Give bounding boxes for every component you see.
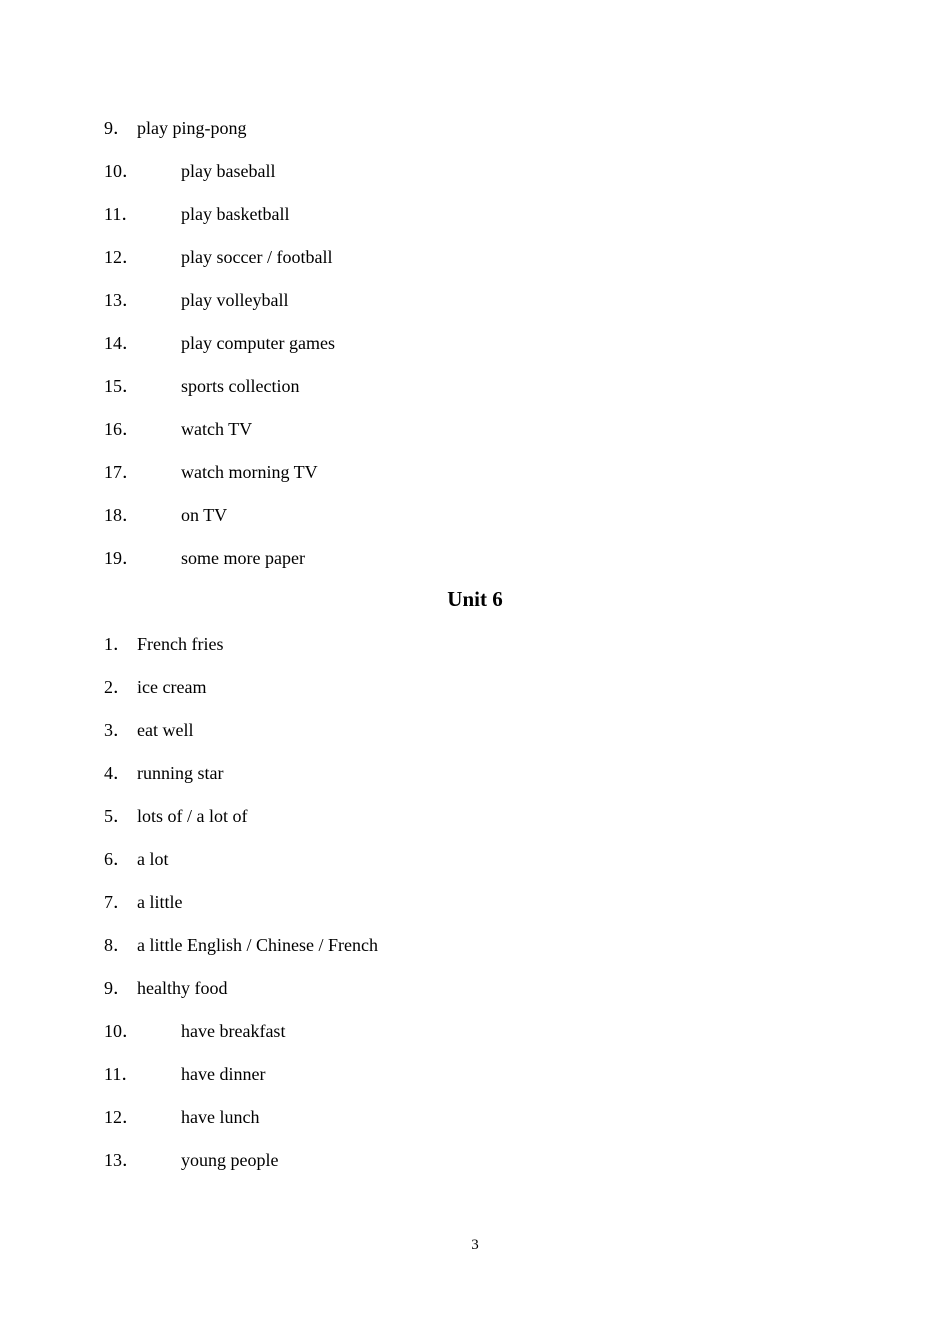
section-heading: Unit 6 xyxy=(447,587,503,611)
item-text: play basketball xyxy=(181,204,290,224)
list-item xyxy=(0,330,900,356)
item-number: 17． xyxy=(104,462,140,482)
item-text: have dinner xyxy=(181,1064,266,1084)
item-text: sports collection xyxy=(181,376,300,396)
list-item xyxy=(0,932,900,958)
list-item xyxy=(0,1147,900,1173)
list-item xyxy=(0,373,900,399)
item-text: play computer games xyxy=(181,333,335,353)
item-number: 11． xyxy=(104,1064,140,1084)
item-text: some more paper xyxy=(181,548,305,568)
list-item xyxy=(0,502,900,528)
item-text: play baseball xyxy=(181,161,276,181)
item-number: 13． xyxy=(104,290,140,310)
list-item xyxy=(0,674,900,700)
list-item xyxy=(0,846,900,872)
page-number: 3 xyxy=(471,1237,479,1253)
item-number: 2． xyxy=(104,677,131,697)
item-text: play volleyball xyxy=(181,290,289,310)
item-number: 6． xyxy=(104,849,131,869)
item-number: 7． xyxy=(104,892,131,912)
item-number: 5． xyxy=(104,806,131,826)
list-item xyxy=(0,803,900,829)
list-item xyxy=(0,631,900,657)
item-text: on TV xyxy=(181,505,228,525)
item-text: watch TV xyxy=(181,419,253,439)
item-number: 19． xyxy=(104,548,140,568)
item-text: young people xyxy=(181,1150,279,1170)
list-item xyxy=(0,416,900,442)
item-number: 15． xyxy=(104,376,140,396)
item-text: a little xyxy=(137,892,183,912)
item-text: French fries xyxy=(137,634,224,654)
item-number: 10． xyxy=(104,161,140,181)
item-text: play ping-pong xyxy=(137,118,247,138)
item-number: 8． xyxy=(104,935,131,955)
item-number: 16． xyxy=(104,419,140,439)
item-text: running star xyxy=(137,763,224,783)
item-number: 1． xyxy=(104,634,131,654)
item-text: a lot xyxy=(137,849,169,869)
item-text: play soccer / football xyxy=(181,247,333,267)
item-number: 13． xyxy=(104,1150,140,1170)
list-item xyxy=(0,545,900,571)
list-item xyxy=(0,975,900,1001)
item-number: 9． xyxy=(104,978,131,998)
list-item xyxy=(0,1104,900,1130)
item-number: 4． xyxy=(104,763,131,783)
item-text: a little English / Chinese / French xyxy=(137,935,378,955)
list-item xyxy=(0,459,900,485)
item-text: eat well xyxy=(137,720,194,740)
list-item xyxy=(0,158,900,184)
item-number: 12． xyxy=(104,1107,140,1127)
list-item xyxy=(0,115,900,141)
item-number: 12． xyxy=(104,247,140,267)
list-item xyxy=(0,201,900,227)
item-text: healthy food xyxy=(137,978,228,998)
item-text: lots of / a lot of xyxy=(137,806,248,826)
list-item xyxy=(0,1018,900,1044)
list-item xyxy=(0,287,900,313)
item-number: 11． xyxy=(104,204,140,224)
item-number: 10． xyxy=(104,1021,140,1041)
item-number: 3． xyxy=(104,720,131,740)
item-number: 18． xyxy=(104,505,140,525)
list-item xyxy=(0,1061,900,1087)
item-text: watch morning TV xyxy=(181,462,318,482)
item-text: ice cream xyxy=(137,677,207,697)
list-item xyxy=(0,244,900,270)
item-number: 14． xyxy=(104,333,140,353)
list-item xyxy=(0,717,900,743)
list-item xyxy=(0,760,900,786)
list-item xyxy=(0,889,900,915)
item-text: have breakfast xyxy=(181,1021,286,1041)
item-number: 9． xyxy=(104,118,131,138)
item-text: have lunch xyxy=(181,1107,260,1127)
